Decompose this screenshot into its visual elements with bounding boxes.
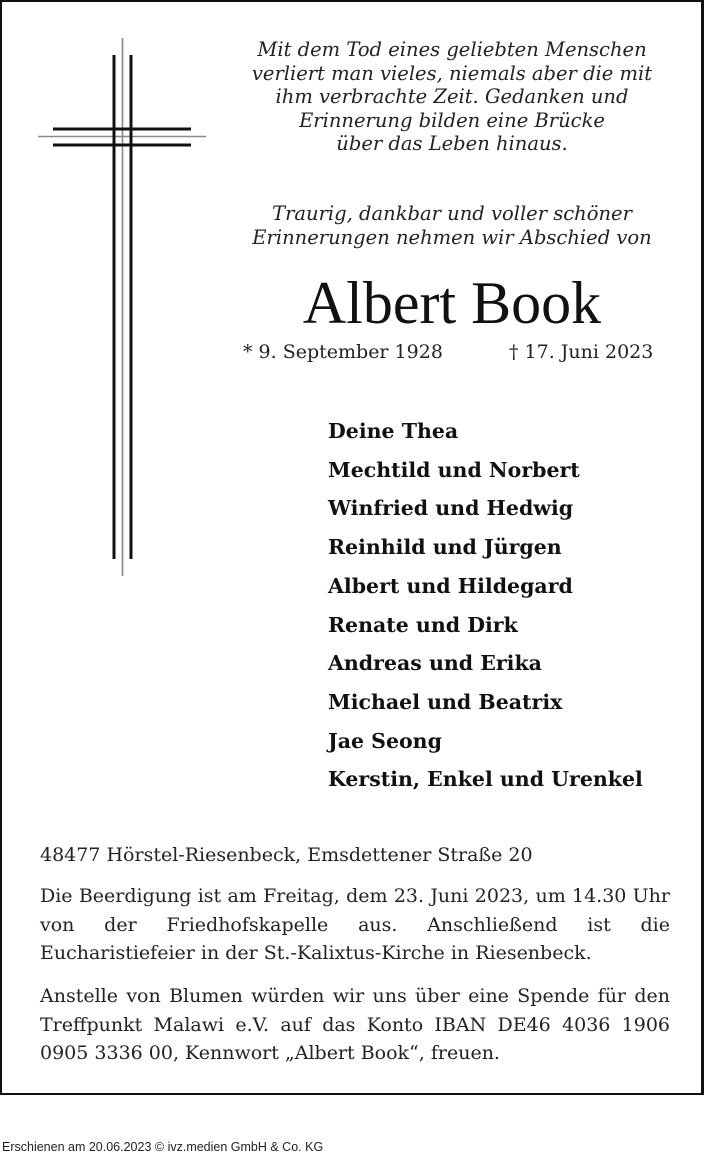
- survivor-name: Deine Thea: [328, 419, 459, 443]
- birth-date: * 9. September 1928: [243, 341, 443, 363]
- poem-line: verliert man vieles, niemals aber die mit: [251, 61, 653, 85]
- death-date: † 17. Juni 2023: [509, 341, 654, 363]
- survivor-name: Michael und Beatrix: [328, 689, 563, 714]
- cross-icon: [38, 38, 208, 578]
- deceased-name: Albert Book: [302, 270, 602, 336]
- poem-line: ihm verbrachte Zeit. Gedanken und: [275, 85, 629, 108]
- poem: [226, 38, 678, 156]
- survivors-list: [328, 412, 688, 799]
- survivor-name: Renate und Dirk: [328, 612, 518, 637]
- intro-text: [226, 202, 678, 249]
- address: 48477 Hörstel-Riesenbeck, Emsdettener Straße 20: [40, 844, 533, 866]
- survivor-name: Mechtild und Norbert: [328, 457, 580, 482]
- survivor-name: Reinhild und Jürgen: [328, 535, 562, 560]
- publication-footer: Erschienen am 20.06.2023 © ivz.medien GmbH & Co. KG: [2, 1140, 324, 1154]
- survivor-name: Kerstin, Enkel und Urenkel: [328, 767, 643, 792]
- survivor-name: Winfried und Hedwig: [328, 496, 574, 521]
- survivor-name: Albert und Hildegard: [328, 573, 573, 598]
- survivor-name: Jae Seong: [328, 728, 442, 753]
- donation-notice: Anstelle von Blumen würden wir uns über eine Spende für den Treffpunkt Malawi e.V. auf das Konto IBAN DE46 4036 1906 0905 3336 00, Kennwort „Albert Book“, freuen.: [40, 985, 670, 1064]
- intro-line: Erinnerungen nehmen wir Abschied von: [252, 225, 652, 249]
- survivor-name: Andreas und Erika: [328, 651, 542, 676]
- intro-line: Traurig, dankbar und voller schöner: [272, 202, 632, 225]
- poem-line: Erinnerung bilden eine Brücke: [299, 108, 605, 132]
- funeral-notice: Die Beerdigung ist am Freitag, dem 23. Juni 2023, um 14.30 Uhr von der Friedhofskapelle aus. Anschließend ist die Eucharistiefeier in der St.-Kalixtus-Kirche in Riesenbeck.: [40, 885, 670, 964]
- poem-line: über das Leben hinaus.: [336, 132, 568, 155]
- poem-line: Mit dem Tod eines geliebten Menschen: [257, 38, 647, 61]
